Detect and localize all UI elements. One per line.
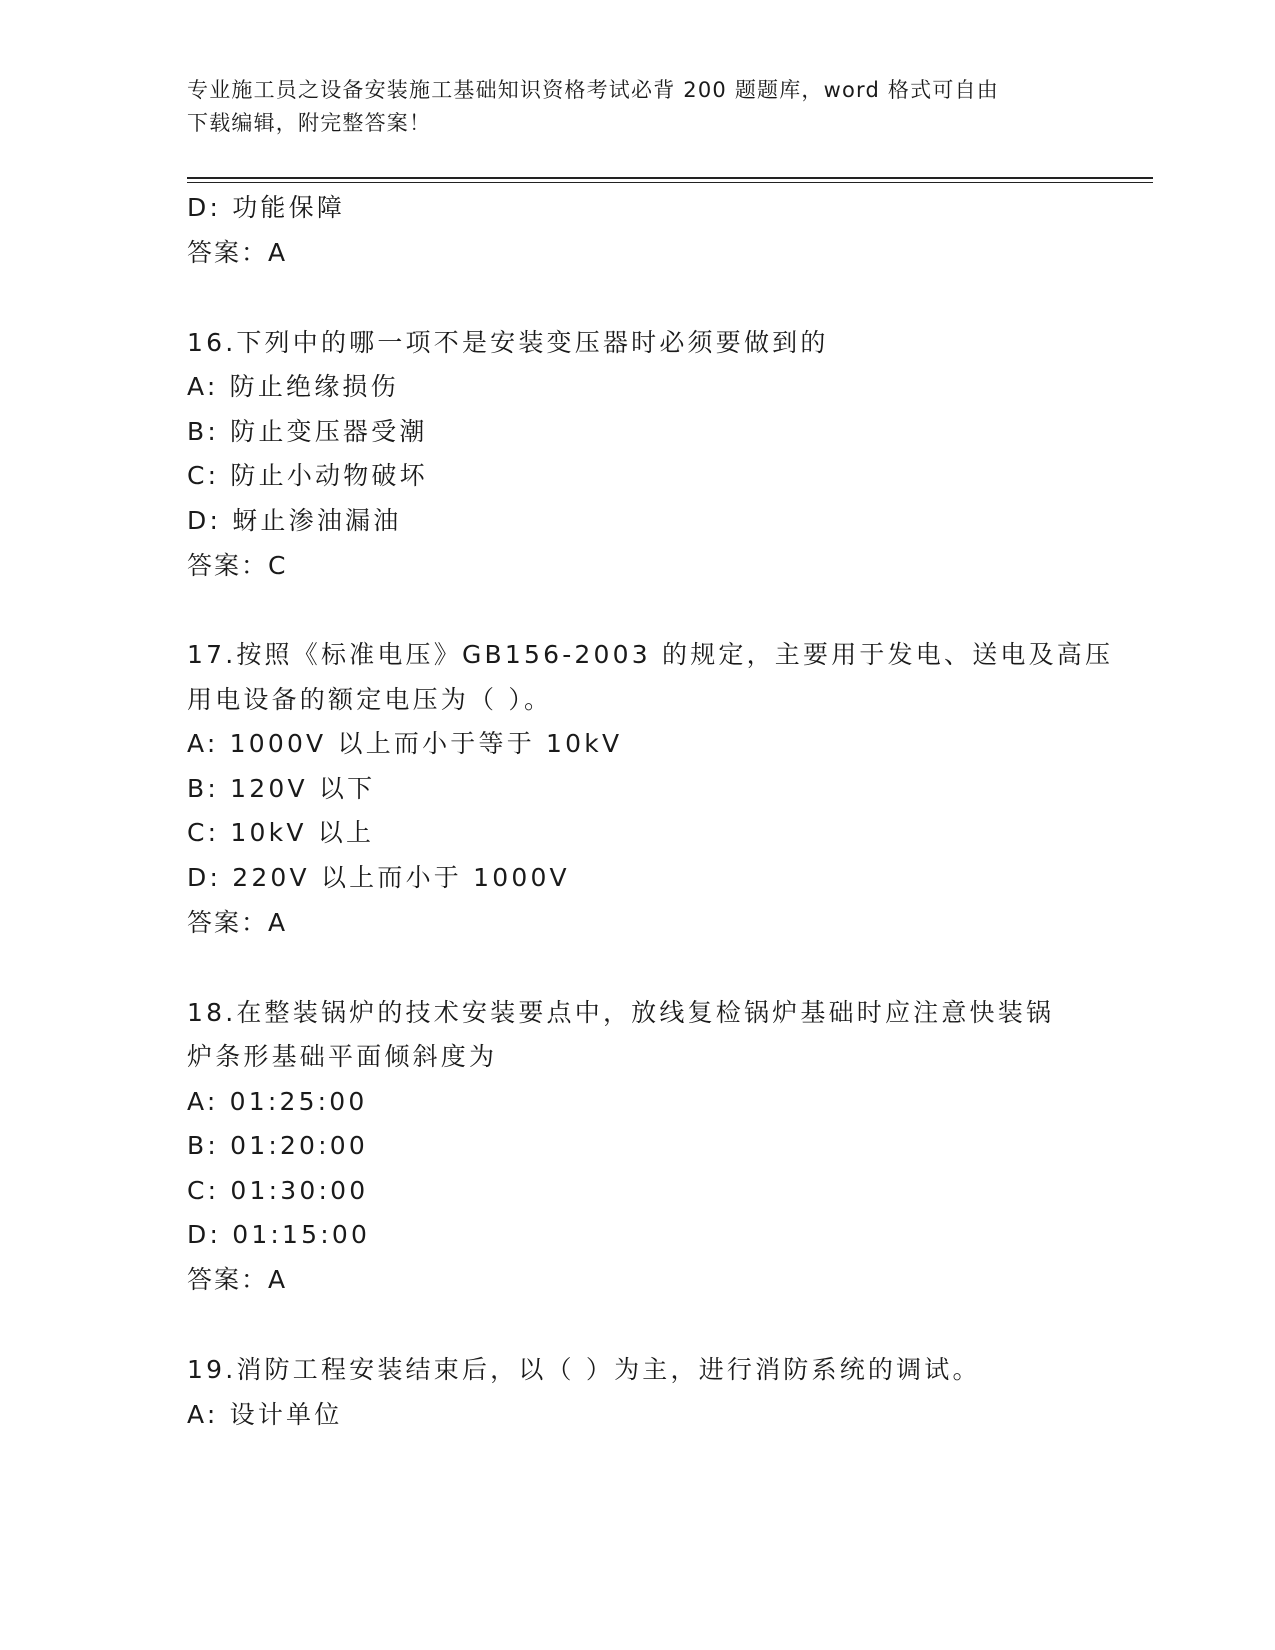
q18-option-b: B: 01:20:00 [187, 1131, 369, 1160]
document-header [187, 74, 1087, 140]
header-divider-thin [187, 182, 1153, 183]
q17-stem-line-2: 用电设备的额定电压为（ ）。 [187, 685, 553, 714]
q19-stem-line-1: 19.消防工程安装结束后，以（ ）为主，进行消防系统的调试。 [187, 1355, 981, 1384]
q16-stem-line-1: 16.下列中的哪一项不是安装变压器时必须要做到的 [187, 328, 829, 357]
q17-option-d: D: 220V 以上而小于 1000V [187, 863, 570, 892]
q16-option-d: D: 蚜止渗油漏油 [187, 506, 402, 535]
q17-option-b: B: 120V 以下 [187, 774, 376, 803]
q18-stem-line-1: 18.在整装锅炉的技术安装要点中，放线复检锅炉基础时应注意快装锅 [187, 998, 1055, 1027]
q17-stem-line-1: 17.按照《标准电压》GB156-2003 的规定，主要用于发电、送电及高压 [187, 640, 1114, 669]
header-divider-thick [187, 177, 1153, 179]
q18-option-c: C: 01:30:00 [187, 1176, 369, 1205]
q16-option-b: B: 防止变压器受潮 [187, 417, 428, 446]
q18-option-a: A: 01:25:00 [187, 1087, 368, 1116]
q18-option-d: D: 01:15:00 [187, 1220, 371, 1249]
q17-option-a: A: 1000V 以上而小于等于 10kV [187, 729, 623, 758]
prev-answer: 答案：A [187, 238, 288, 267]
q19-option-a: A: 设计单位 [187, 1400, 343, 1429]
q16-answer: 答案：C [187, 551, 288, 580]
q16-option-c: C: 防止小动物破坏 [187, 461, 428, 490]
prev-option-d: D: 功能保障 [187, 193, 346, 222]
q17-option-c: C: 10kV 以上 [187, 818, 375, 847]
q18-stem-line-2: 炉条形基础平面倾斜度为 [187, 1042, 498, 1071]
q18-answer: 答案：A [187, 1265, 288, 1294]
q16-option-a: A: 防止绝缘损伤 [187, 372, 399, 401]
header-line-1: 专业施工员之设备安装施工基础知识资格考试必背 200 题题库，word 格式可自由 [187, 78, 999, 102]
q17-answer: 答案：A [187, 908, 288, 937]
header-line-2: 下载编辑，附完整答案！ [187, 111, 432, 135]
